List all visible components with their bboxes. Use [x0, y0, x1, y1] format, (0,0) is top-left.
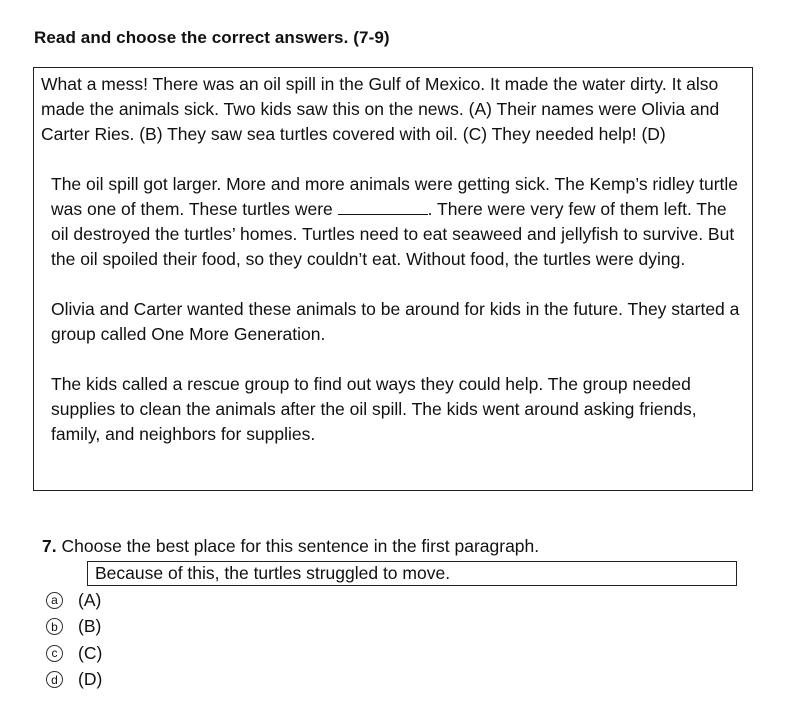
- question-7: [42, 536, 539, 557]
- question-text: Choose the best place for this sentence in the first paragraph.: [61, 536, 540, 556]
- option-marker-icon: d: [46, 671, 63, 688]
- option-label: (A): [78, 589, 102, 610]
- option-label: (B): [78, 616, 102, 637]
- option-marker-icon: b: [46, 618, 63, 635]
- option-marker-icon: a: [46, 592, 63, 609]
- option-label: (D): [78, 669, 103, 690]
- option-marker-icon: c: [46, 645, 63, 662]
- passage-paragraph-1: What a mess! There was an oil spill in the Gulf of Mexico. It made the water dirty. It also made the animals sick. Two kids saw this on the news. (A) Their names were Olivia and Carter Ries. (B) They saw sea turtles covered with oil. (C) They needed help! (D): [41, 74, 720, 144]
- passage-paragraph-4: The kids called a rescue group to find out ways they could help. The group needed supplies to clean the animals after the oil spill. The kids went around asking friends, family, and neighbors for supplies.: [51, 374, 697, 444]
- reading-passage: [33, 67, 753, 491]
- option-a[interactable]: [46, 587, 102, 614]
- section-heading: Read and choose the correct answers. (7-9): [34, 28, 390, 47]
- fill-in-blank: [338, 200, 428, 215]
- target-sentence-box: Because of this, the turtles struggled to move.: [87, 561, 737, 586]
- passage-paragraph-2: [41, 172, 746, 272]
- option-d[interactable]: [46, 667, 102, 694]
- paragraph-2-text-after-blank: . There were very few of them left. The oil destroyed the turtles’ homes. Turtles need to eat seaweed and jellyfish to survive. But the oil spoiled their food, so they couldn’t eat. Without food, the turtles were dying.: [51, 199, 735, 269]
- answer-options: [46, 587, 102, 693]
- paragraph-2-text-before-blank: The oil spill got larger. More and more animals were getting sick. The Kemp’s ridley turtle was one of them. These turtles were: [51, 174, 739, 219]
- option-b[interactable]: [46, 614, 102, 641]
- option-label: (C): [78, 642, 103, 663]
- option-c[interactable]: [46, 640, 102, 667]
- question-number: 7.: [42, 536, 57, 556]
- passage-paragraph-3: Olivia and Carter wanted these animals to be around for kids in the future. They started a group called One More Generation.: [51, 299, 740, 344]
